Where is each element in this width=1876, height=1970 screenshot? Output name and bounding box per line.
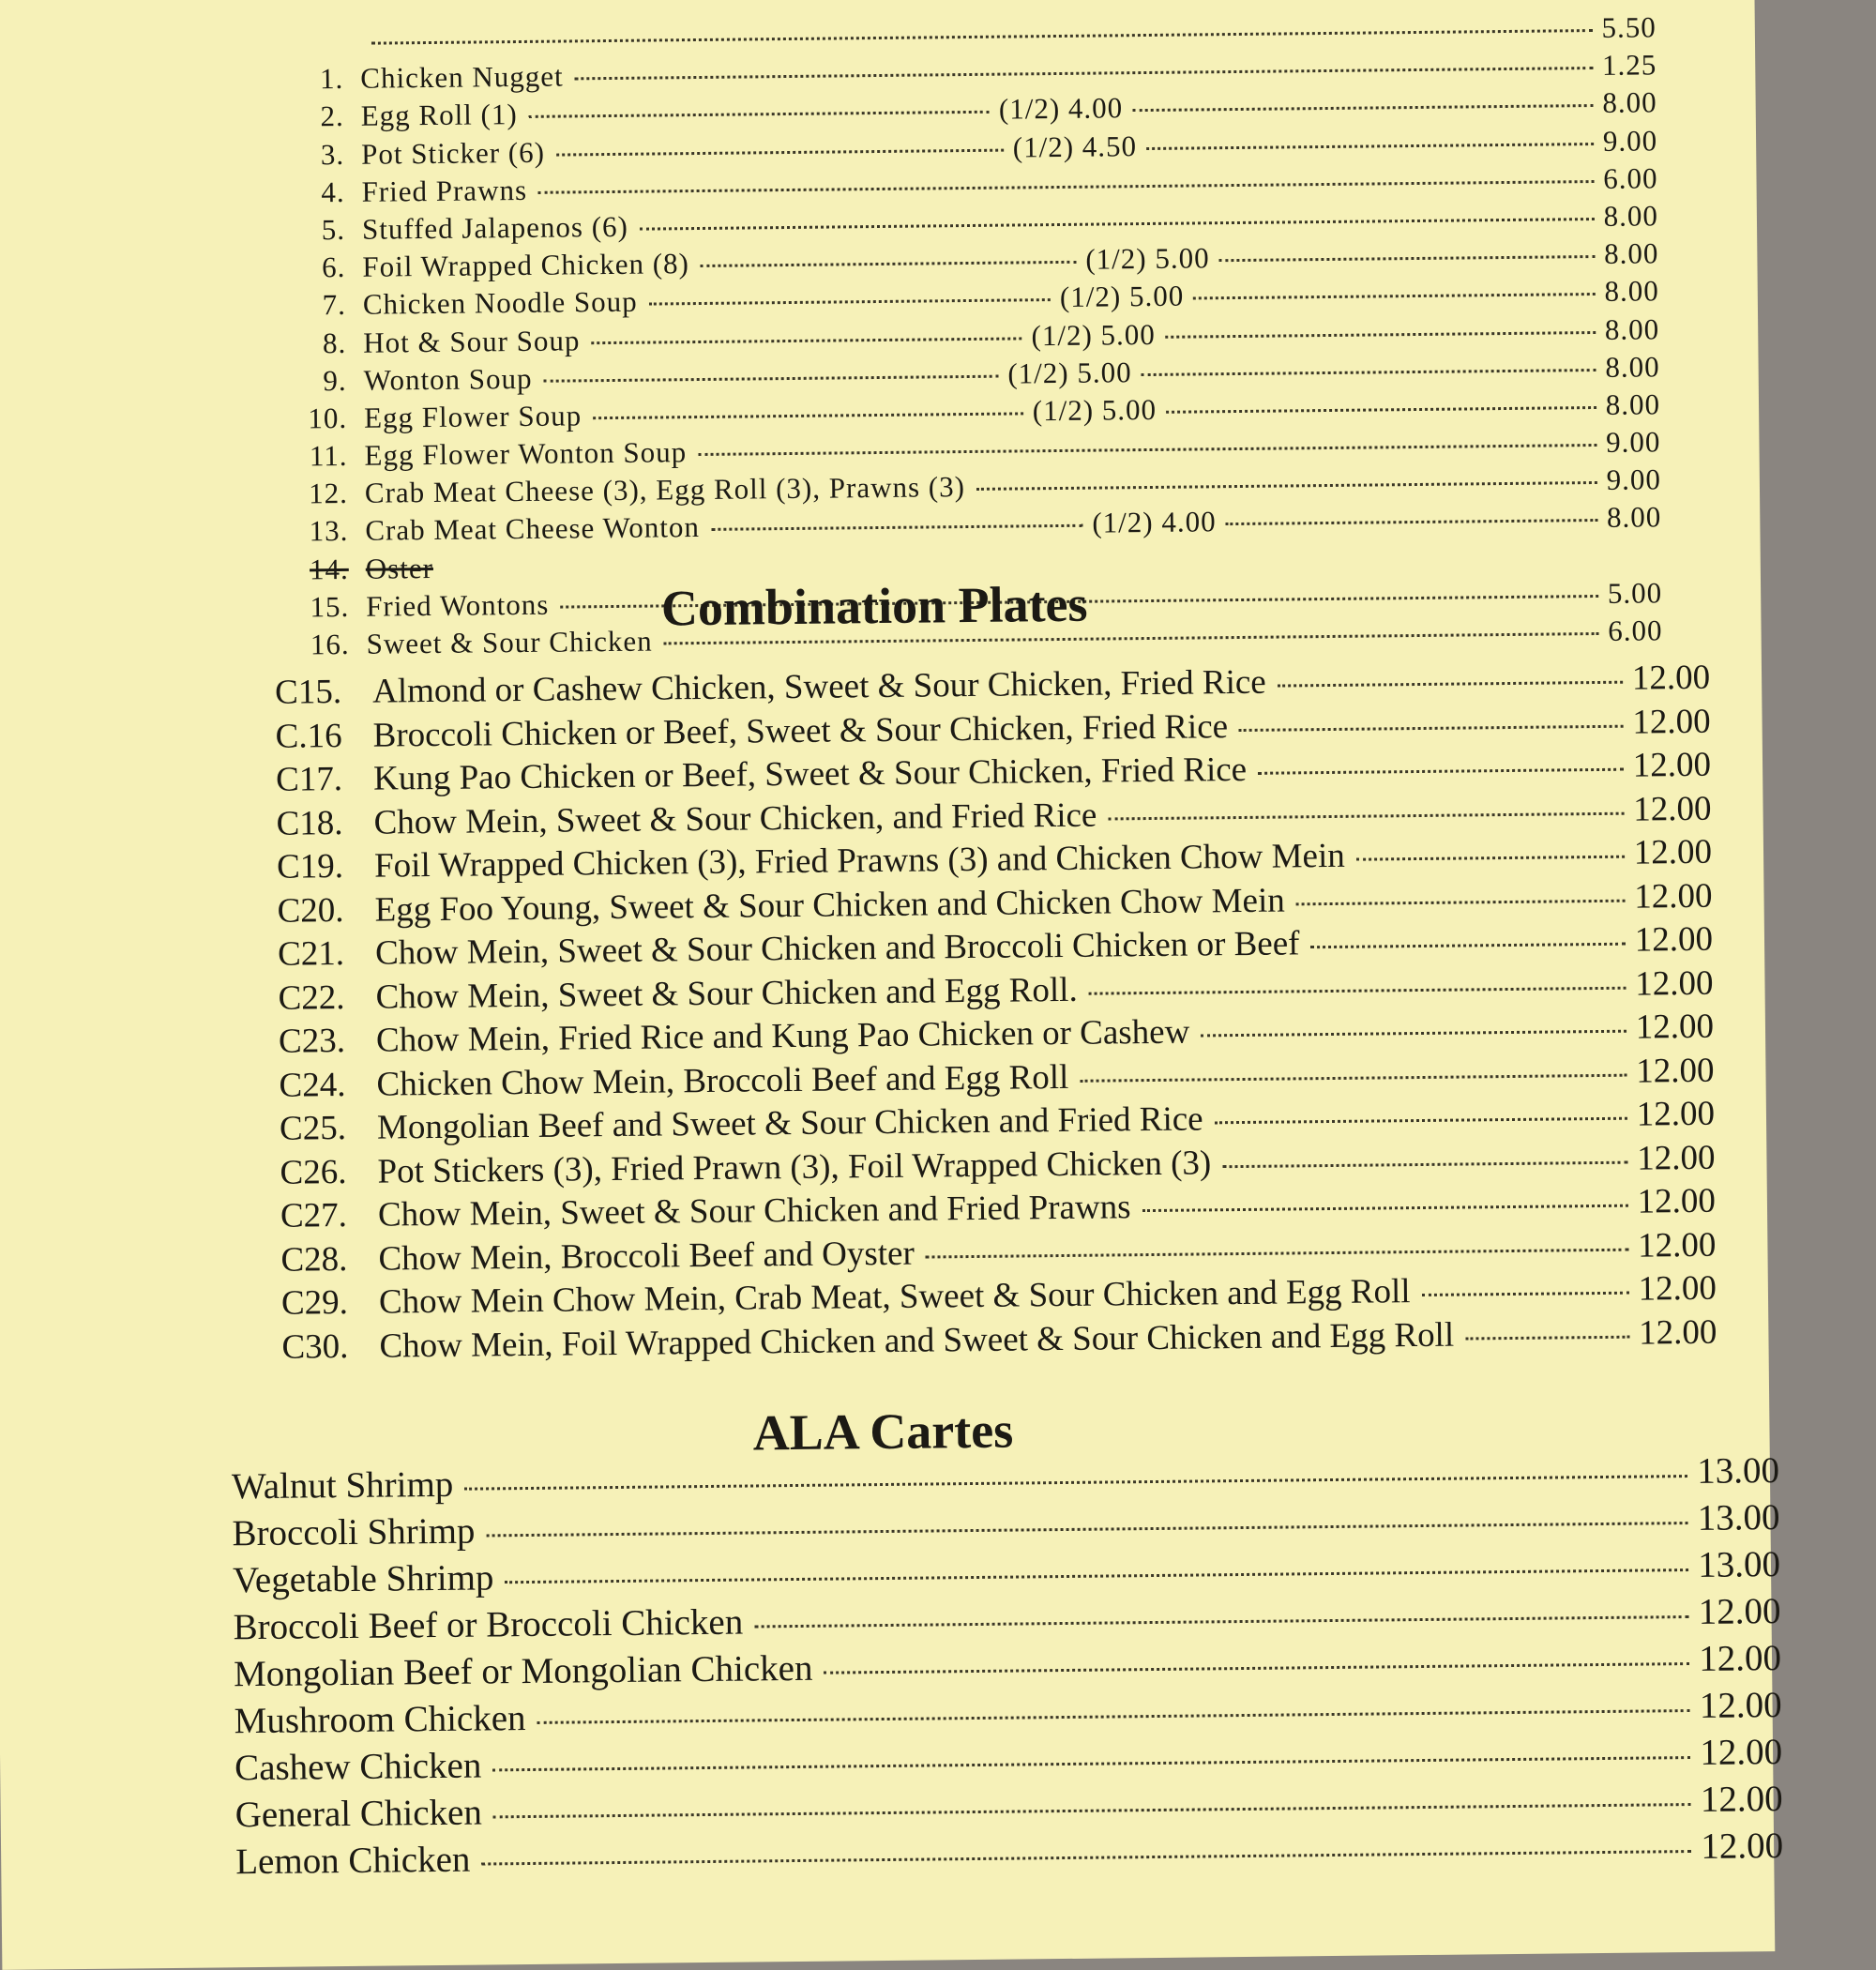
item-name: Crab Meat Cheese Wonton bbox=[365, 510, 705, 548]
dot-leader bbox=[1108, 811, 1624, 820]
dot-leader bbox=[538, 180, 1594, 194]
item-number bbox=[292, 51, 360, 52]
dot-leader bbox=[640, 218, 1595, 231]
item-number: C29. bbox=[281, 1282, 379, 1324]
item-price: 6.00 bbox=[1604, 614, 1663, 648]
dot-leader bbox=[1142, 1205, 1628, 1212]
item-number: C22. bbox=[278, 977, 375, 1018]
item-price: 8.00 bbox=[1602, 387, 1661, 422]
item-number: 12. bbox=[296, 477, 365, 511]
ala-cartes-list bbox=[232, 1449, 1784, 1887]
dot-leader bbox=[1219, 255, 1596, 262]
item-price: 12.00 bbox=[1630, 832, 1713, 873]
dot-leader bbox=[1239, 724, 1623, 731]
appetizer-list bbox=[292, 10, 1663, 665]
item-name: Broccoli Beef or Broccoli Chicken bbox=[233, 1601, 749, 1649]
item-name: Kung Pao Chicken or Beef, Sweet & Sour Chicken, Fried Rice bbox=[373, 750, 1252, 799]
dot-leader bbox=[1201, 1030, 1626, 1038]
item-name: Hot & Sour Soup bbox=[363, 324, 586, 359]
item-price: 13.00 bbox=[1693, 1449, 1779, 1493]
item-name: General Chicken bbox=[234, 1791, 488, 1836]
item-name: Chow Mein Chow Mein, Crab Meat, Sweet & Sour Chicken and Egg Roll bbox=[379, 1271, 1416, 1323]
dot-leader bbox=[505, 1568, 1688, 1584]
dot-leader bbox=[1311, 943, 1626, 949]
half-order-price: (1/2) 5.00 bbox=[1004, 356, 1136, 390]
item-price: 12.00 bbox=[1635, 1311, 1717, 1353]
item-name: Foil Wrapped Chicken (8) bbox=[362, 247, 695, 284]
item-name: Vegetable Shrimp bbox=[233, 1556, 500, 1601]
item-name: Mongolian Beef and Sweet & Sour Chicken and Fried Rice bbox=[377, 1099, 1209, 1147]
dot-leader bbox=[1165, 331, 1596, 339]
item-name: Chow Mein, Sweet & Sour Chicken, and Fried Rice bbox=[373, 795, 1102, 842]
item-price: 1.25 bbox=[1598, 48, 1657, 83]
item-number: C15. bbox=[275, 672, 372, 713]
dot-leader bbox=[464, 1475, 1687, 1491]
item-number: 10. bbox=[295, 402, 364, 436]
item-price: 12.00 bbox=[1633, 1137, 1716, 1178]
item-price: 12.00 bbox=[1632, 1094, 1715, 1135]
item-price: 13.00 bbox=[1693, 1496, 1779, 1539]
item-price: 8.00 bbox=[1601, 312, 1660, 347]
item-number: 14. bbox=[297, 552, 366, 586]
item-number: 15. bbox=[297, 590, 366, 625]
dot-leader bbox=[1465, 1335, 1629, 1340]
item-number: C.16 bbox=[275, 715, 372, 756]
item-price: 12.00 bbox=[1634, 1268, 1717, 1310]
item-name: Chow Mein, Fried Rice and Kung Pao Chicken or Cashew bbox=[376, 1012, 1196, 1061]
item-number: 6. bbox=[294, 250, 362, 285]
item-name: Stuffed Jalapenos (6) bbox=[362, 210, 634, 247]
item-name: Almond or Cashew Chicken, Sweet & Sour Chicken, Fried Rice bbox=[372, 662, 1272, 712]
item-number: C27. bbox=[280, 1195, 378, 1236]
item-number: C17. bbox=[276, 759, 373, 800]
dot-leader bbox=[1222, 1160, 1627, 1168]
dot-leader bbox=[701, 261, 1077, 267]
dot-leader bbox=[593, 412, 1023, 419]
half-order-price: (1/2) 5.00 bbox=[1027, 317, 1159, 352]
dot-leader bbox=[1422, 1292, 1629, 1296]
item-name: Walnut Shrimp bbox=[232, 1463, 460, 1508]
item-price: 9.00 bbox=[1602, 463, 1661, 498]
combination-plates-list bbox=[275, 658, 1717, 1371]
item-name: Sweet & Sour Chicken bbox=[366, 624, 658, 660]
dot-leader bbox=[711, 524, 1082, 531]
item-name: Oster bbox=[366, 552, 440, 586]
item-name: Fried Prawns bbox=[361, 174, 533, 209]
dot-leader bbox=[1296, 899, 1626, 905]
item-number: C24. bbox=[279, 1064, 376, 1105]
item-name: Egg Roll (1) bbox=[361, 98, 523, 133]
item-number: 2. bbox=[293, 99, 361, 134]
item-price: 12.00 bbox=[1632, 1050, 1715, 1091]
item-price: 5.00 bbox=[1604, 576, 1663, 611]
dot-leader bbox=[544, 374, 999, 382]
half-order-price: (1/2) 4.00 bbox=[1088, 506, 1220, 540]
item-number: 5. bbox=[294, 213, 362, 248]
dot-leader bbox=[575, 67, 1593, 80]
item-name: Egg Flower Wonton Soup bbox=[364, 435, 692, 473]
item-price: 12.00 bbox=[1634, 1224, 1717, 1265]
item-number: 13. bbox=[296, 514, 365, 549]
item-price: 12.00 bbox=[1696, 1684, 1782, 1727]
item-name: Pot Sticker (6) bbox=[361, 135, 551, 171]
item-price: 8.00 bbox=[1601, 350, 1660, 385]
item-name: Lemon Chicken bbox=[235, 1839, 477, 1884]
dot-leader bbox=[481, 1850, 1691, 1866]
dot-leader bbox=[698, 444, 1596, 456]
item-price: 8.00 bbox=[1600, 236, 1659, 271]
item-number: C25. bbox=[280, 1108, 377, 1149]
half-order-price: (1/2) 4.00 bbox=[995, 92, 1127, 127]
item-number: C28. bbox=[280, 1238, 378, 1280]
dot-leader bbox=[1193, 293, 1595, 299]
item-price: 8.00 bbox=[1600, 275, 1659, 310]
dot-leader bbox=[825, 1662, 1690, 1674]
dot-leader bbox=[556, 148, 1004, 156]
item-number: 3. bbox=[293, 137, 361, 172]
item-name: Cashew Chicken bbox=[234, 1744, 488, 1789]
item-name: Wonton Soup bbox=[363, 361, 537, 397]
item-name: Chow Mein, Sweet & Sour Chicken and Fried Prawns bbox=[378, 1187, 1137, 1235]
dot-leader bbox=[591, 337, 1021, 344]
dot-leader bbox=[754, 1615, 1689, 1628]
item-price: 12.00 bbox=[1696, 1731, 1782, 1774]
half-order-price: (1/2) 5.00 bbox=[1082, 241, 1214, 276]
item-number: 16. bbox=[297, 628, 366, 662]
dot-leader bbox=[1258, 768, 1624, 775]
dot-leader bbox=[493, 1803, 1691, 1818]
item-number: C30. bbox=[281, 1326, 379, 1367]
item-price: 6.00 bbox=[1599, 161, 1658, 196]
item-number: C26. bbox=[280, 1151, 377, 1192]
dot-leader bbox=[492, 1756, 1690, 1771]
dot-leader bbox=[1080, 1073, 1626, 1082]
dot-leader bbox=[1146, 143, 1594, 150]
item-price: 12.00 bbox=[1629, 788, 1712, 829]
item-price: 12.00 bbox=[1628, 658, 1711, 699]
item-name: Chicken Noodle Soup bbox=[363, 285, 643, 322]
dot-leader bbox=[976, 481, 1597, 491]
dot-leader bbox=[1226, 519, 1597, 525]
item-price: 12.00 bbox=[1695, 1637, 1781, 1680]
dot-leader bbox=[1142, 369, 1596, 376]
item-name: Chow Mein, Sweet & Sour Chicken and Broccoli Chicken or Beef bbox=[375, 923, 1306, 973]
item-name: Pot Stickers (3), Fried Prawn (3), Foil Wrapped Chicken (3) bbox=[377, 1143, 1217, 1191]
item-number: C19. bbox=[277, 846, 374, 887]
item-number: 7. bbox=[295, 288, 363, 323]
item-number: C18. bbox=[276, 802, 373, 843]
item-number: C20. bbox=[277, 889, 374, 931]
item-name: Broccoli Chicken or Beef, Sweet & Sour Chicken, Fried Rice bbox=[372, 706, 1233, 756]
item-price: 12.00 bbox=[1695, 1590, 1781, 1633]
item-number: 11. bbox=[295, 439, 364, 474]
item-name: Chow Mein, Foil Wrapped Chicken and Sweet & Sour Chicken and Egg Roll bbox=[379, 1314, 1460, 1366]
item-price: 13.00 bbox=[1694, 1543, 1780, 1586]
item-name: Foil Wrapped Chicken (3), Fried Prawns (3) and Chicken Chow Mein bbox=[374, 836, 1351, 886]
item-price: 8.00 bbox=[1598, 86, 1657, 121]
item-number: 9. bbox=[295, 363, 364, 398]
item-price: 12.00 bbox=[1632, 1007, 1715, 1048]
item-price: 5.50 bbox=[1597, 10, 1657, 45]
item-price: 9.00 bbox=[1602, 425, 1661, 460]
dot-leader bbox=[1166, 406, 1596, 414]
item-price: 8.00 bbox=[1599, 199, 1658, 234]
item-number: C23. bbox=[279, 1021, 376, 1062]
dot-leader bbox=[1215, 1117, 1627, 1125]
item-price: 12.00 bbox=[1628, 701, 1711, 742]
item-price: 12.00 bbox=[1697, 1778, 1783, 1821]
item-number: 1. bbox=[292, 62, 360, 97]
item-name: Chicken Chow Mein, Broccoli Beef and Egg Roll bbox=[376, 1056, 1074, 1104]
item-name: Chow Mein, Broccoli Beef and Oyster bbox=[378, 1233, 920, 1279]
dot-leader bbox=[486, 1522, 1687, 1537]
item-price: 9.00 bbox=[1599, 124, 1658, 159]
item-name: Chow Mein, Sweet & Sour Chicken and Egg Roll. bbox=[375, 969, 1083, 1017]
item-price: 12.00 bbox=[1630, 875, 1713, 917]
dot-leader bbox=[926, 1248, 1628, 1258]
item-name: Egg Foo Young, Sweet & Sour Chicken and Chicken Chow Mein bbox=[374, 880, 1291, 930]
ala-cartes-heading: ALA Cartes bbox=[0, 1393, 1770, 1470]
item-name: Chicken Nugget bbox=[360, 60, 569, 96]
item-price: 12.00 bbox=[1631, 962, 1714, 1004]
item-name: Broccoli Shrimp bbox=[232, 1510, 480, 1555]
item-number: 4. bbox=[293, 175, 361, 210]
item-price: 12.00 bbox=[1631, 919, 1714, 961]
item-price: 12.00 bbox=[1629, 745, 1712, 786]
item-name: Mushroom Chicken bbox=[234, 1697, 531, 1742]
item-number: 8. bbox=[295, 326, 363, 360]
item-name: Fried Wontons bbox=[366, 587, 554, 623]
item-price: 12.00 bbox=[1697, 1825, 1783, 1868]
item-price: 12.00 bbox=[1633, 1181, 1716, 1222]
item-name: Crab Meat Cheese (3), Egg Roll (3), Prawns (3) bbox=[365, 470, 971, 510]
item-name: Egg Flower Soup bbox=[364, 399, 587, 434]
dot-leader bbox=[529, 111, 990, 118]
half-order-price: (1/2) 5.00 bbox=[1056, 280, 1188, 314]
dot-leader bbox=[537, 1709, 1690, 1724]
dot-leader bbox=[371, 29, 1593, 45]
half-order-price: (1/2) 5.00 bbox=[1029, 393, 1161, 428]
dot-leader bbox=[1132, 104, 1593, 112]
item-name: Mongolian Beef or Mongolian Chicken bbox=[234, 1647, 819, 1696]
combination-plates-heading: Combination Plates bbox=[0, 568, 1762, 644]
dot-leader bbox=[649, 298, 1051, 305]
half-order-price: (1/2) 4.50 bbox=[1009, 129, 1142, 164]
item-number: C21. bbox=[278, 933, 375, 975]
dot-leader bbox=[1356, 856, 1625, 861]
dot-leader bbox=[1089, 986, 1626, 994]
item-price: 8.00 bbox=[1603, 501, 1662, 536]
dot-leader bbox=[1278, 681, 1623, 688]
